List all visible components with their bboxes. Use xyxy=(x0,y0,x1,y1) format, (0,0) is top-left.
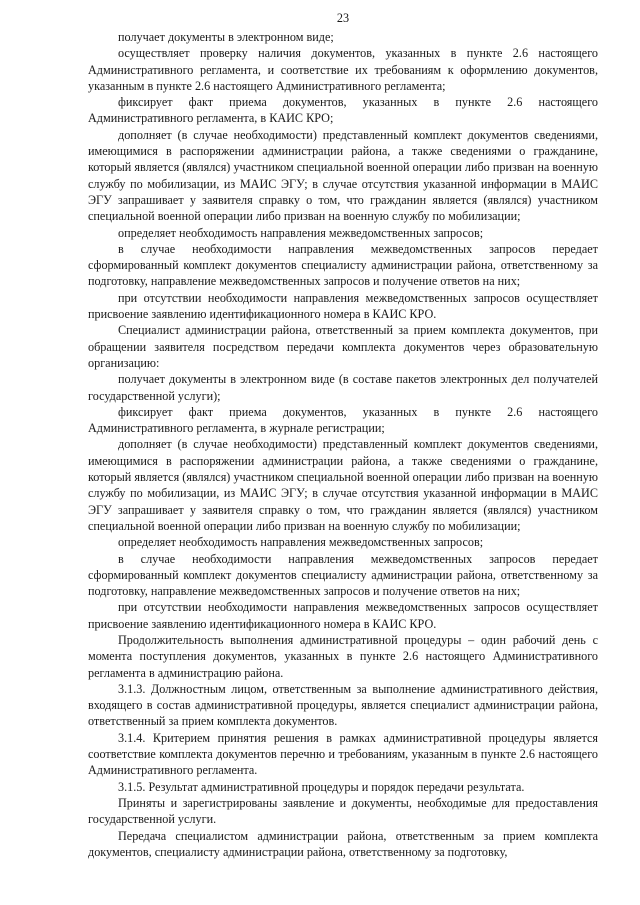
paragraph: определяет необходимость направления межведомственных запросов; xyxy=(118,535,484,550)
paragraph: дополняет (в случае необходимости) представленный комплект документов сведениями, имеющимися в распоряжении администрации района, а также сведениями о гражданине, который является (являлся) участником специальной военной операции либо призван на военную службу по мобилизации, из МАИС ЭГУ; в случае отсутствия указанной информации в МАИС ЭГУ запрашивает у заявителя справку о том, что гражданин является (являлся) участником специальной военной операции либо призван на военную службу по мобилизации; xyxy=(88,437,598,533)
paragraph: получает документы в электронном виде (в составе пакетов электронных дел получателей государственной услуги); xyxy=(88,372,598,403)
paragraph: фиксирует факт приема документов, указанных в пункте 2.6 настоящего Административного регламента, в журнале регистрации; xyxy=(88,404,598,436)
paragraph: осуществляет проверку наличия документов, указанных в пункте 2.6 настоящего Административного регламента, и соответствие их требованиям к оформлению документов, указанным в пункте 2.6 настоящего Административного регламента; xyxy=(88,46,598,93)
page-number: 23 xyxy=(336,11,350,25)
paragraph: Специалист администрации района, ответственный за прием комплекта документов, при обращении заявителя посредством передачи комплекта документов через образовательную организацию: xyxy=(88,323,598,370)
paragraph: Продолжительность выполнения административной процедуры – один рабочий день с момента поступления документов, указанных в пункте 2.6 настоящего Административного регламента в администрацию района. xyxy=(88,632,598,680)
paragraph: при отсутствии необходимости направления межведомственных запросов осуществляет присвоение заявлению идентификационного номера в КАИС КРО. xyxy=(88,600,598,631)
paragraph: Передача специалистом администрации района, ответственным за прием комплекта документов, специалисту администрации района, ответственному за подготовку, xyxy=(88,828,598,859)
paragraph: 3.1.3. Должностным лицом, ответственным за выполнение административного действия, входящего в состав административной процедуры, является специалист администрации района, ответственный за прием комплекта документов. xyxy=(88,681,598,729)
paragraph: Приняты и зарегистрированы заявление и документы, необходимые для предоставления государственной услуги. xyxy=(88,795,598,827)
paragraph: в случае необходимости направления межведомственных запросов передает сформированный комплект документов специалисту администрации района, ответственному за подготовку, направление межведомственных запросов и получение ответов на них; xyxy=(88,241,598,289)
paragraph: получает документы в электронном виде; xyxy=(118,30,334,44)
paragraph: при отсутствии необходимости направления межведомственных запросов осуществляет присвоение заявлению идентификационного номера в КАИС КРО. xyxy=(88,290,598,322)
paragraph: в случае необходимости направления межведомственных запросов передает сформированный комплект документов специалисту администрации района, ответственному за подготовку, направление межведомственных запросов и получение ответов на них; xyxy=(88,551,598,599)
paragraph: фиксирует факт приема документов, указанных в пункте 2.6 настоящего Административного регламента, в КАИС КРО; xyxy=(88,95,598,126)
paragraph: дополняет (в случае необходимости) представленный комплект документов сведениями, имеющимися в распоряжении администрации района, а также сведениями о гражданине, который является (являлся) участником специальной военной операции либо призван на военную службу по мобилизации, из МАИС ЭГУ; в случае отсутствия указанной информации в МАИС ЭГУ запрашивает у заявителя справку о том, что гражданин является (являлся) участником специальной военной операции либо призван на военную службу по мобилизации; xyxy=(88,127,598,224)
paragraph: 3.1.4. Критерием принятия решения в рамках административной процедуры является соответствие комплекта документов перечню и требованиям, указанным в пункте 2.6 настоящего Административного регламента. xyxy=(88,730,598,778)
paragraph: 3.1.5. Результат административной процедуры и порядок передачи результата. xyxy=(118,779,525,794)
paragraph: определяет необходимость направления межведомственных запросов; xyxy=(118,225,484,240)
document-body xyxy=(88,29,598,860)
document-page xyxy=(88,0,598,860)
